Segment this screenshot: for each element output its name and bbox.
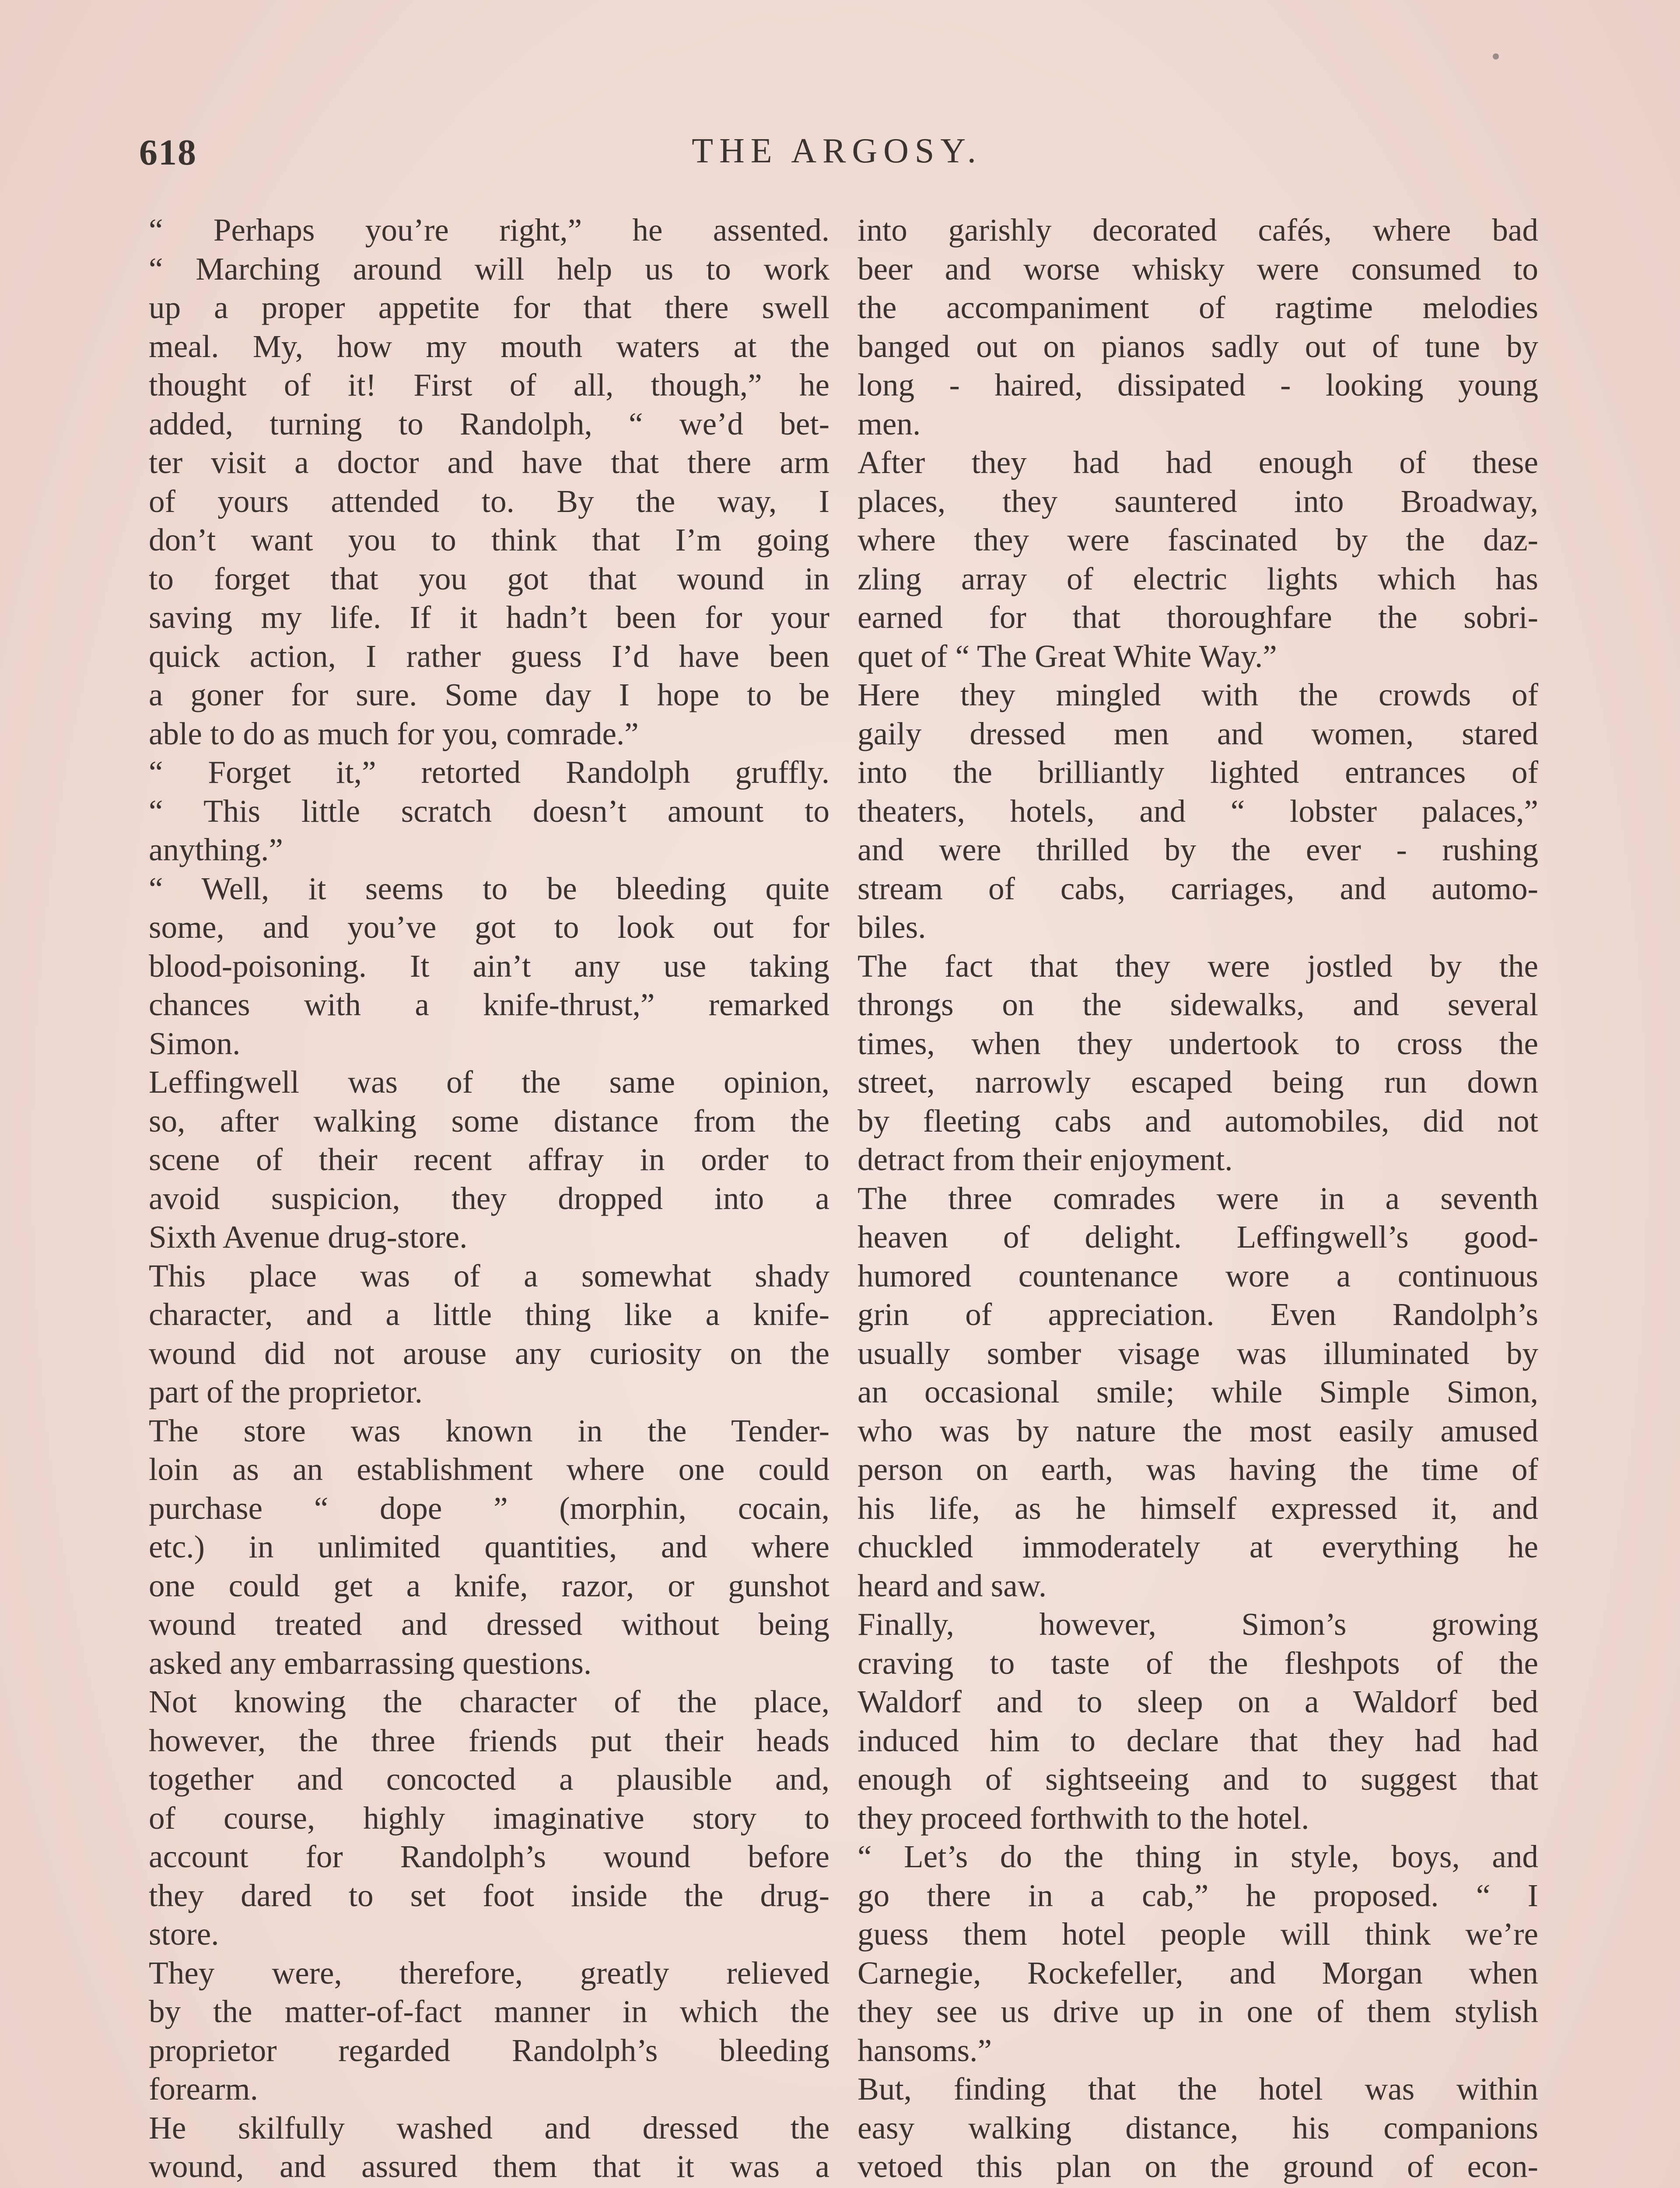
text-line: heard and saw.	[858, 1567, 1047, 1603]
text-line: to forget that you got that wound in	[149, 561, 830, 596]
text-line: etc.) in unlimited quantities, and where	[149, 1529, 830, 1564]
left-text-column	[149, 211, 830, 2188]
text-line: wound, and assured them that it was a	[149, 2149, 830, 2184]
text-line: Sixth Avenue drug-store.	[149, 1219, 468, 1255]
text-line: easy walking distance, his companions	[858, 2110, 1538, 2146]
text-line: they see us drive up in one of them stylish	[858, 1994, 1538, 2029]
text-line: some, and you’ve got to look out for	[149, 909, 830, 945]
text-line: by the matter-of-fact manner in which the	[149, 1994, 830, 2029]
text-line: times, when they undertook to cross the	[858, 1025, 1538, 1061]
text-line: meal. My, how my mouth waters at the	[149, 328, 830, 364]
text-line: men.	[858, 406, 921, 442]
text-line: forearm.	[149, 2071, 258, 2107]
text-line: He skilfully washed and dressed the	[149, 2110, 830, 2146]
text-line: the accompaniment of ragtime melodies	[858, 290, 1538, 325]
right-text-column	[858, 211, 1538, 2188]
text-line: gaily dressed men and women, stared	[858, 715, 1538, 751]
text-line: anything.”	[149, 832, 283, 867]
text-line: The fact that they were jostled by the	[858, 948, 1538, 984]
text-line: who was by nature the most easily amused	[858, 1413, 1538, 1448]
page-number: 618	[139, 132, 197, 173]
text-line: chuckled immoderately at everything he	[858, 1529, 1538, 1564]
text-line: biles.	[858, 909, 926, 945]
text-line: usually somber visage was illuminated by	[858, 1335, 1538, 1371]
text-line: wound did not arouse any curiosity on the	[149, 1335, 830, 1371]
text-line: Carnegie, Rockefeller, and Morgan when	[858, 1955, 1538, 1991]
text-line: The store was known in the Tender-	[149, 1413, 830, 1448]
text-line: of course, highly imaginative story to	[149, 1800, 830, 1836]
text-line: wound treated and dressed without being	[149, 1606, 830, 1642]
text-line: into the brilliantly lighted entrances of	[858, 754, 1538, 790]
text-line: Waldorf and to sleep on a Waldorf bed	[858, 1684, 1538, 1719]
text-line: into garishly decorated cafés, where bad	[858, 212, 1538, 248]
text-line: grin of appreciation. Even Randolph’s	[858, 1297, 1538, 1332]
text-line: The three comrades were in a seventh	[858, 1180, 1538, 1216]
text-line: theaters, hotels, and “ lobster palaces,”	[858, 793, 1538, 829]
text-line: zling array of electric lights which has	[858, 561, 1538, 596]
text-line: craving to taste of the fleshpots of the	[858, 1645, 1538, 1681]
text-line: chances with a knife-thrust,” remarked	[149, 987, 830, 1022]
text-line: street, narrowly escaped being run down	[858, 1064, 1538, 1100]
text-line: by fleeting cabs and automobiles, did not	[858, 1103, 1538, 1139]
text-line: “ Marching around will help us to work	[149, 251, 830, 287]
text-line: so, after walking some distance from the	[149, 1103, 830, 1139]
text-line: store.	[149, 1916, 219, 1952]
text-line: heaven of delight. Leffingwell’s good-	[858, 1219, 1538, 1255]
text-line: saving my life. If it hadn’t been for your	[149, 600, 830, 635]
text-line: This place was of a somewhat shady	[149, 1258, 830, 1294]
text-line: thought of it! First of all, though,” he	[149, 367, 830, 403]
text-line: places, they sauntered into Broadway,	[858, 483, 1538, 519]
text-line: “ Forget it,” retorted Randolph gruffly.	[149, 754, 830, 790]
running-head: THE ARGOSY.	[692, 132, 982, 170]
text-line: induced him to declare that they had had	[858, 1722, 1538, 1758]
text-line: ter visit a doctor and have that there arm	[149, 445, 830, 480]
page-header	[139, 131, 1535, 184]
text-line: they dared to set foot inside the drug-	[149, 1877, 830, 1913]
text-line: vetoed this plan on the ground of econ-	[858, 2149, 1538, 2184]
text-line: “ This little scratch doesn’t amount to	[149, 793, 830, 829]
text-line: enough of sightseeing and to suggest that	[858, 1761, 1538, 1797]
text-line: part of the proprietor.	[149, 1374, 423, 1410]
text-line: account for Randolph’s wound before	[149, 1839, 830, 1874]
text-line: Not knowing the character of the place,	[149, 1684, 830, 1719]
text-line: and were thrilled by the ever - rushing	[858, 832, 1538, 867]
text-line: added, turning to Randolph, “ we’d bet-	[149, 406, 830, 442]
text-line: purchase “ dope ” (morphin, cocain,	[149, 1490, 830, 1526]
text-line: Finally, however, Simon’s growing	[858, 1606, 1538, 1642]
text-line: character, and a little thing like a knife-	[149, 1297, 830, 1332]
paper-speck	[1493, 53, 1499, 60]
text-line: Here they mingled with the crowds of	[858, 677, 1538, 712]
text-line: throngs on the sidewalks, and several	[858, 987, 1538, 1022]
text-line: able to do as much for you, comrade.”	[149, 715, 639, 751]
text-line: however, the three friends put their heads	[149, 1722, 830, 1758]
text-line: one could get a knife, razor, or gunshot	[149, 1567, 830, 1603]
text-line: humored countenance wore a continuous	[858, 1258, 1538, 1294]
text-line: asked any embarrassing questions.	[149, 1645, 592, 1681]
text-line: person on earth, was having the time of	[858, 1452, 1538, 1487]
text-line: “ Perhaps you’re right,” he assented.	[149, 212, 830, 248]
text-line: They were, therefore, greatly relieved	[149, 1955, 830, 1991]
text-line: they proceed forthwith to the hotel.	[858, 1800, 1309, 1836]
text-line: go there in a cab,” he proposed. “ I	[858, 1877, 1538, 1913]
text-line: of yours attended to. By the way, I	[149, 483, 830, 519]
text-line: his life, as he himself expressed it, and	[858, 1490, 1538, 1526]
text-line: where they were fascinated by the daz-	[858, 522, 1538, 558]
text-line: Leffingwell was of the same opinion,	[149, 1064, 830, 1100]
text-line: earned for that thoroughfare the sobri-	[858, 600, 1538, 635]
text-line	[858, 2186, 1538, 2188]
text-line: “ Let’s do the thing in style, boys, and	[858, 1839, 1538, 1874]
text-line: blood-poisoning. It ain’t any use taking	[149, 948, 830, 984]
text-line: hansoms.”	[858, 2032, 992, 2068]
text-line: After they had had enough of these	[858, 445, 1538, 480]
text-line: avoid suspicion, they dropped into a	[149, 1180, 830, 1216]
text-line: But, finding that the hotel was within	[858, 2071, 1538, 2107]
text-line: “ Well, it seems to be bleeding quite	[149, 870, 830, 906]
text-line: a goner for sure. Some day I hope to be	[149, 677, 830, 712]
text-line: proprietor regarded Randolph’s bleeding	[149, 2032, 830, 2068]
text-line: up a proper appetite for that there swell	[149, 290, 830, 325]
text-line: an occasional smile; while Simple Simon,	[858, 1374, 1538, 1410]
text-line: don’t want you to think that I’m going	[149, 522, 830, 558]
text-line: quet of “ The Great White Way.”	[858, 638, 1277, 674]
text-line: guess them hotel people will think we’re	[858, 1916, 1538, 1952]
text-line: banged out on pianos sadly out of tune by	[858, 328, 1538, 364]
text-line: Simon.	[149, 1025, 241, 1061]
text-line: loin as an establishment where one could	[149, 1452, 830, 1487]
text-line: together and concocted a plausible and,	[149, 1761, 830, 1797]
text-line: scene of their recent affray in order to	[149, 1142, 830, 1177]
text-line	[149, 2186, 830, 2188]
text-line: quick action, I rather guess I’d have been	[149, 638, 830, 674]
text-line: stream of cabs, carriages, and automo-	[858, 870, 1538, 906]
text-line: detract from their enjoyment.	[858, 1142, 1233, 1177]
text-line: beer and worse whisky were consumed to	[858, 251, 1538, 287]
text-line: long - haired, dissipated - looking young	[858, 367, 1538, 403]
